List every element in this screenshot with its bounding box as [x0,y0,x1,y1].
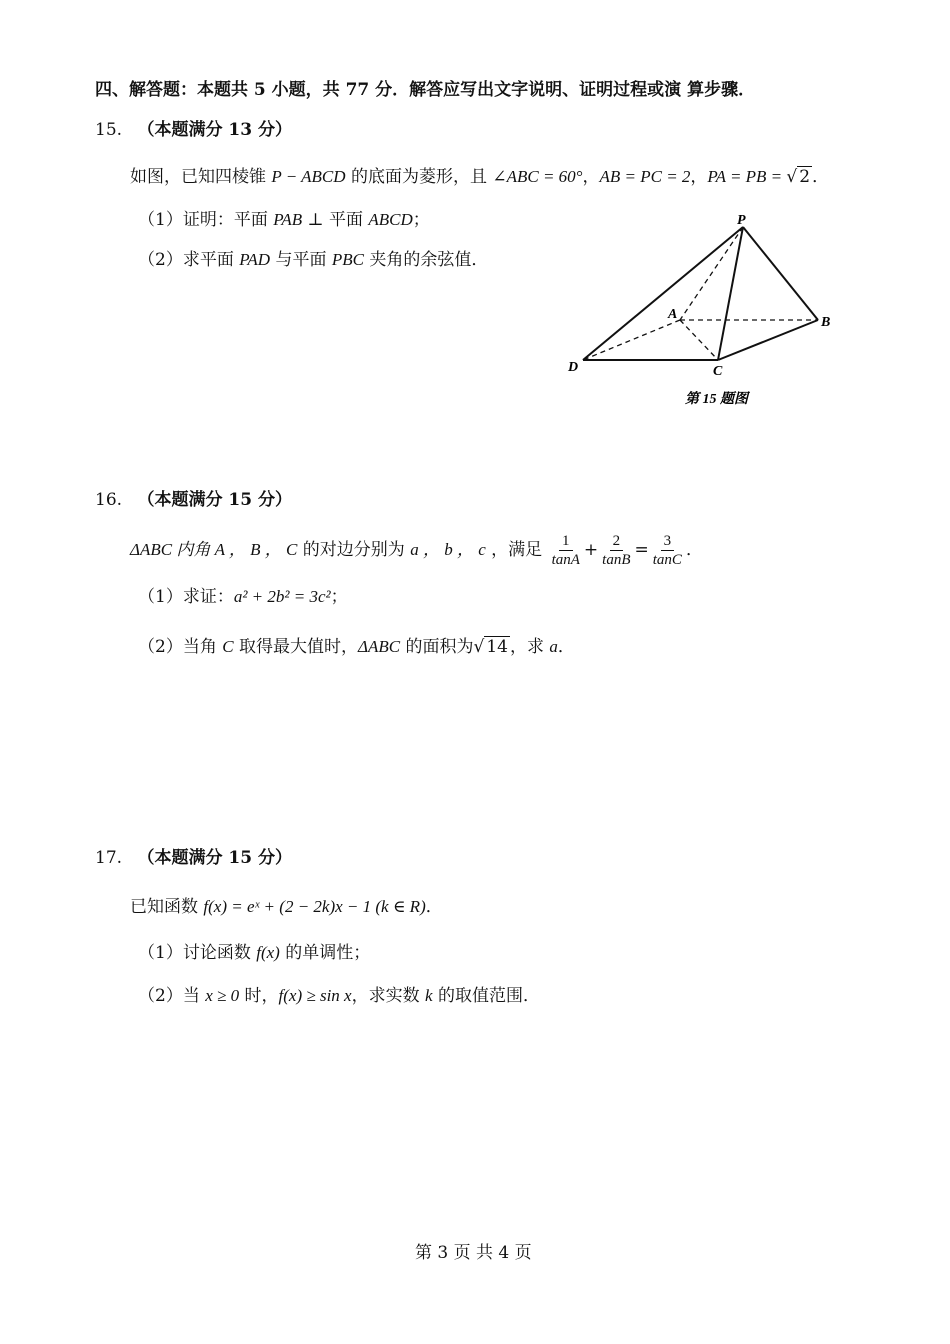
q17-score: （本题满分 15 分） [137,848,292,868]
q17-part2-expr2: f(x) ≥ sin x [278,986,352,1005]
q15-part1-end: ； [412,210,430,230]
q16-stem [130,530,703,570]
q16-part1-end: ； [330,587,348,607]
edge-PB [743,227,818,320]
q15-part2-end: 夹角的余弦值． [364,250,489,270]
frac-3 [650,532,685,569]
q16-part2-sqrt: 14 [486,637,508,657]
q16-stem-end: ． [685,540,703,560]
q16-part2-mid2: 的面积为 [400,637,474,657]
q16-part2: （2）当角 C 取得最大值时，ΔABC 的面积为√ 14 ，求 a． [138,637,575,657]
q15-part2-mid: 与平面 [270,250,332,270]
edge-AD [583,320,680,360]
q17-number: 17. [95,848,123,868]
q15-part1 [138,208,430,232]
edge-PC [718,227,743,360]
q17-part2-expr1: x ≥ 0 [205,986,240,1005]
q15-part1-expr2: ABCD [368,210,413,229]
q17-part2 [138,984,540,1008]
q16-part2-pre: （2）当角 [138,637,223,657]
q16-part2-tri: ΔABC [357,637,401,656]
q16-score: （本题满分 15 分） [137,490,292,510]
q15-stem-mid: 的底面为菱形，且 [345,167,493,187]
q15-stem-expr4: PA = PB = [707,167,787,186]
q17-part2-pre: （2）当 [138,986,206,1006]
q15-stem-pre: 如图，已知四棱锥 [130,167,272,187]
q16-part2-end: ． [557,637,575,657]
frac-1-den: tanA [551,552,580,568]
q16-part1 [138,585,348,609]
label-C: C [713,364,723,379]
q15-part1-pre: （1）证明：平面 [138,210,274,230]
q16-stem-cond: ，满足 [485,540,548,560]
q17-part1-pre: （1）讨论函数 [138,943,257,963]
frac-1-num: 1 [559,532,573,551]
q16-part2-ask: a [549,637,558,656]
q16-stem-vars: A ， B ， C [214,540,298,559]
label-P: P [737,215,746,228]
q15-part2-expr1: PAD [239,250,271,269]
q17-part1-end: 的单调性； [279,943,371,963]
q16-part2-mid: 取得最大值时， [233,637,358,657]
page-footer: 第 3 页 共 4 页 [415,1243,532,1263]
q16-part2-var: C [222,637,234,656]
q15-stem: 如图，已知四棱锥 P − ABCD 的底面为菱形，且 ∠ABC = 60°，AB = PC = 2，PA = PB = √ 2 ． [130,167,830,187]
figure-caption: 第 15 题图 [685,392,748,407]
q17-stem [130,895,443,919]
q15-number: 15. [95,120,123,140]
q16-header [95,488,292,512]
edge-PD [583,227,743,360]
q16-stem-pre: ΔABC 内角 [130,540,215,559]
q15-part1-mid: ⊥ 平面 [302,210,369,230]
q15-part2 [138,248,488,272]
section-heading: 四、解答题：本题共 5 小题，共 77 分．解答应写出文字说明、证明过程或演 算步骤． [95,80,756,100]
q15-part2-expr2: PBC [331,250,365,269]
q17-stem-pre: 已知函数 [130,897,204,917]
q17-part2-mid: 时， [239,986,279,1006]
frac-3-den: tanC [652,552,682,568]
edge-AC [680,320,718,360]
q15-stem-expr1: P − ABCD [271,167,346,186]
plus-sign: + [583,540,599,560]
q15-stem-expr2: ∠ABC = 60° [492,167,583,186]
q15-score: （本题满分 13 分） [137,120,292,140]
q17-part2-var: k [425,986,433,1005]
q15-stem-end: ． [812,167,830,187]
q16-part1-pre: （1）求证： [138,587,234,607]
q17-part1 [138,941,370,965]
q15-stem-sep1: ， [582,167,600,187]
frac-3-num: 3 [661,532,675,551]
q17-stem-end: ． [425,897,443,917]
q17-part2-end: 的取值范围． [432,986,540,1006]
q16-part2-mid3: ，求 [509,637,550,657]
edge-CB [718,320,818,360]
q17-header [95,846,292,870]
q17-stem-expr: f(x) = eˣ + (2 − 2k)x − 1 (k ∈ R) [203,897,426,916]
frac-1 [549,532,583,569]
pyramid-figure [560,215,840,415]
equals-sign: = [634,540,649,560]
q16-stem-sides: a ， b ， c [410,540,486,559]
frac-2 [599,532,633,569]
q15-stem-sqrt: 2 [799,167,811,187]
q15-header [95,118,292,142]
q17-part1-expr: f(x) [256,943,280,962]
q15-stem-expr3: AB = PC = 2 [599,167,691,186]
q15-part2-pre: （2）求平面 [138,250,240,270]
q16-stem-mid: 的对边分别为 [297,540,411,560]
q16-number: 16. [95,490,123,510]
frac-2-den: tanB [602,552,631,568]
q17-part2-mid2: ，求实数 [351,986,425,1006]
label-B: B [821,315,831,330]
q16-part1-expr: a² + 2b² = 3c² [233,587,331,606]
label-A: A [668,307,678,322]
q15-part1-expr1: PAB [273,210,303,229]
q15-stem-sep2: ， [690,167,708,187]
label-D: D [568,360,579,375]
frac-2-num: 2 [610,532,624,551]
